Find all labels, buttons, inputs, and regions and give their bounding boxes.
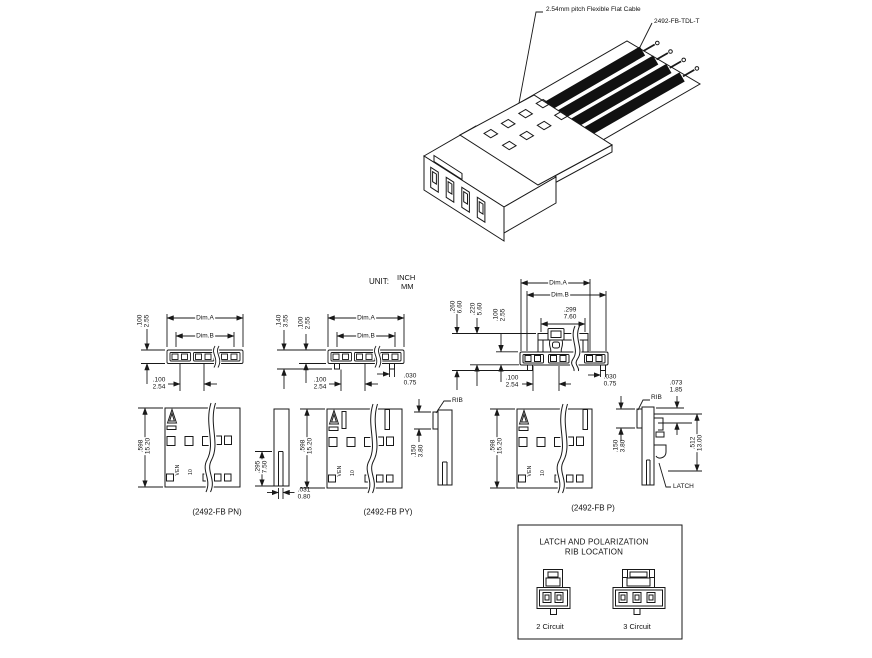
py-rib-width-dim: .030 0.75: [403, 372, 417, 387]
py-dim-a-label: Dim.A: [357, 314, 375, 322]
pn-pitch-dim: .100 2.54: [152, 376, 166, 391]
pn-mark-10: 10: [188, 469, 195, 475]
py-profile-depth-dim: .295 7.50: [254, 460, 269, 474]
legend-3-circuit-label: 3 Circuit: [623, 621, 651, 631]
py-mark-10: 10: [350, 470, 357, 476]
p-mark-10: 10: [540, 470, 547, 476]
unit-inch: INCH: [397, 273, 416, 282]
py-front-height-dim: .598 15.20: [299, 437, 314, 455]
py-h2-dim: .100 2.55: [297, 316, 312, 330]
py-caption: (2492-FB PY): [363, 507, 413, 517]
p-front-height-dim: .598 15.20: [489, 437, 504, 455]
pn-dim-a-label: Dim.A: [196, 314, 214, 322]
p-rib-label: RIB: [651, 394, 662, 401]
py-mark-ven: VEN: [337, 465, 344, 477]
p-pitch-dim: .100 2.54: [505, 374, 519, 389]
p-dim-a-label: Dim.A: [549, 279, 567, 287]
p-h1-dim: .260 6.60: [449, 300, 464, 314]
p-mark-ven: VEN: [527, 465, 534, 477]
part-number-callout: 2492-FB-TDL-T: [654, 18, 700, 25]
pn-dim-b-label: Dim.B: [196, 332, 214, 340]
p-rib-height-dim: .150 3.80: [612, 439, 627, 453]
pn-height-dim: .100 2.55: [136, 314, 151, 328]
cable-callout: 2.54mm pitch Flexible Flat Cable: [546, 6, 641, 13]
legend-title-line1: LATCH AND POLARIZATION: [539, 537, 649, 547]
pn-front-height-dim: .598 15.20: [137, 437, 152, 455]
unit-mm: MM: [401, 282, 414, 291]
p-rib-width-dim: .030 0.75: [603, 373, 617, 388]
unit-label: UNIT:: [369, 277, 389, 286]
pn-mark-ven: VEN: [175, 464, 182, 476]
pn-caption: (2492-FB PN): [192, 507, 242, 517]
p-h3-dim: .100 2.55: [492, 308, 507, 322]
p-latch-label: LATCH: [673, 483, 694, 490]
py-top-view: [277, 314, 404, 391]
p-latch-width-dim: .299 7.60: [563, 306, 577, 321]
py-rib-label: RIB: [452, 397, 463, 404]
isometric-view: [424, 12, 700, 241]
py-h1-dim: .140 3.55: [275, 314, 290, 328]
pn-front-view: [138, 403, 240, 492]
p-caption: (2492-FB P): [571, 503, 615, 513]
py-dim-b-label: Dim.B: [357, 332, 375, 340]
p-dim-b-label: Dim.B: [551, 291, 569, 299]
p-h2-dim: .220 5.60: [469, 302, 484, 316]
py-rib-height-dim: .150 3.80: [410, 444, 425, 458]
legend-title-line2: RIB LOCATION: [564, 547, 624, 557]
p-rib-thickness-dim: .073 1.85: [669, 379, 683, 394]
p-side-height-dim: .512 13.00: [689, 434, 704, 452]
p-top-view: [449, 279, 608, 391]
p-front-view: [490, 396, 702, 493]
py-pitch-dim: .100 2.54: [313, 376, 327, 391]
legend-2-circuit-label: 2 Circuit: [536, 621, 564, 631]
py-profile-width-dim: .031 0.80: [297, 486, 311, 501]
